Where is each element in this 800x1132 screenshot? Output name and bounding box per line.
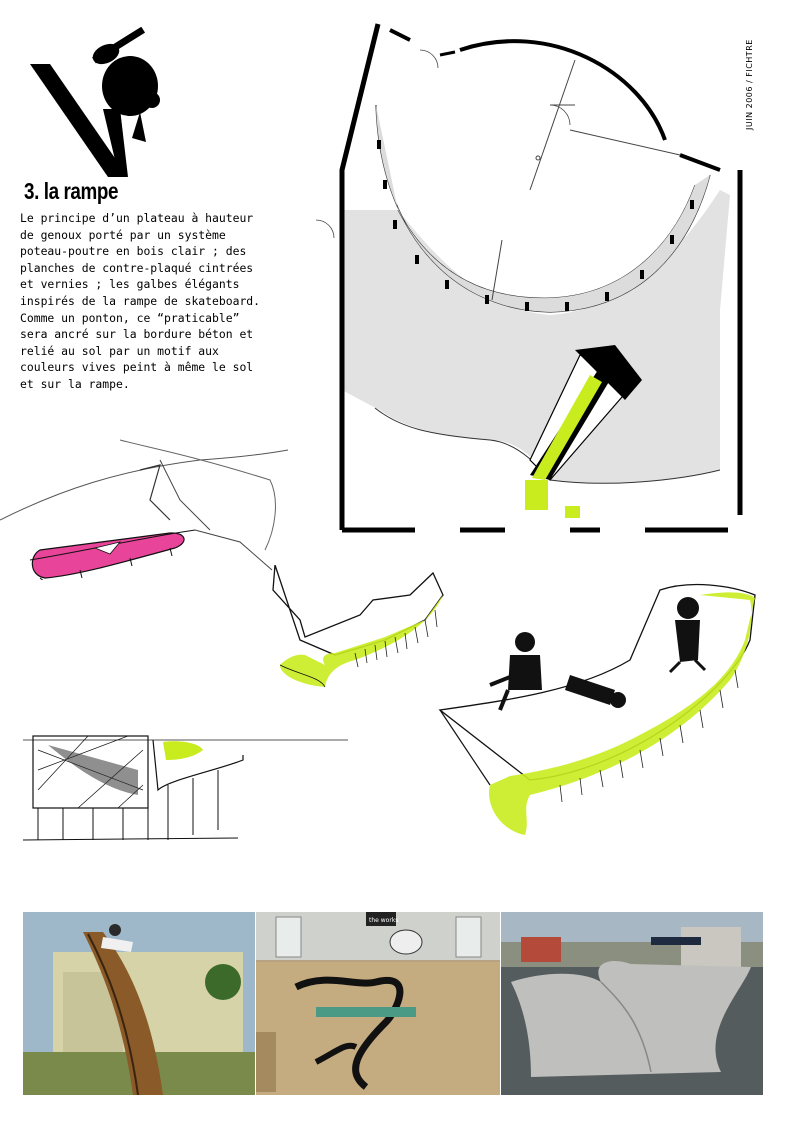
date-credit-text: JUIN 2006 / FICHTRE <box>745 39 754 130</box>
skatepark-photo-outdoor <box>501 912 763 1095</box>
skatepark-photo-vert <box>23 912 255 1095</box>
ramp-sketch-large <box>430 580 780 840</box>
description-line: de genoux porté par un système <box>20 227 226 242</box>
signage-text: the works <box>369 917 399 924</box>
ramp-elevation-sketch <box>18 730 358 850</box>
description-line: planches de contre-plaqué cintrées <box>20 260 254 275</box>
pink-platform-sketch <box>0 430 290 580</box>
skater-logo-icon <box>28 14 168 179</box>
skatepark-photo-indoor <box>256 912 500 1095</box>
description-line: Le principe d’un plateau à hauteur <box>20 211 254 225</box>
description-line: et vernies ; les galbes élégants <box>20 277 240 292</box>
description-line: poteau-poutre en bois clair ; des <box>20 244 247 259</box>
section-title: 3. la rampe <box>24 178 119 204</box>
description-line: relié au sol par un motif aux <box>20 343 219 358</box>
description-line: couleurs vives peint à même le sol <box>20 360 254 375</box>
floor-plan-drawing <box>280 10 770 535</box>
description-line: et sur la rampe. <box>20 376 130 391</box>
description-line: Comme un ponton, ce “praticable” <box>20 310 240 325</box>
description-line: sera ancré sur la bordure béton et <box>20 327 254 342</box>
description-text <box>20 210 320 393</box>
description-line: inspirés de la rampe de skateboard. <box>20 293 261 308</box>
